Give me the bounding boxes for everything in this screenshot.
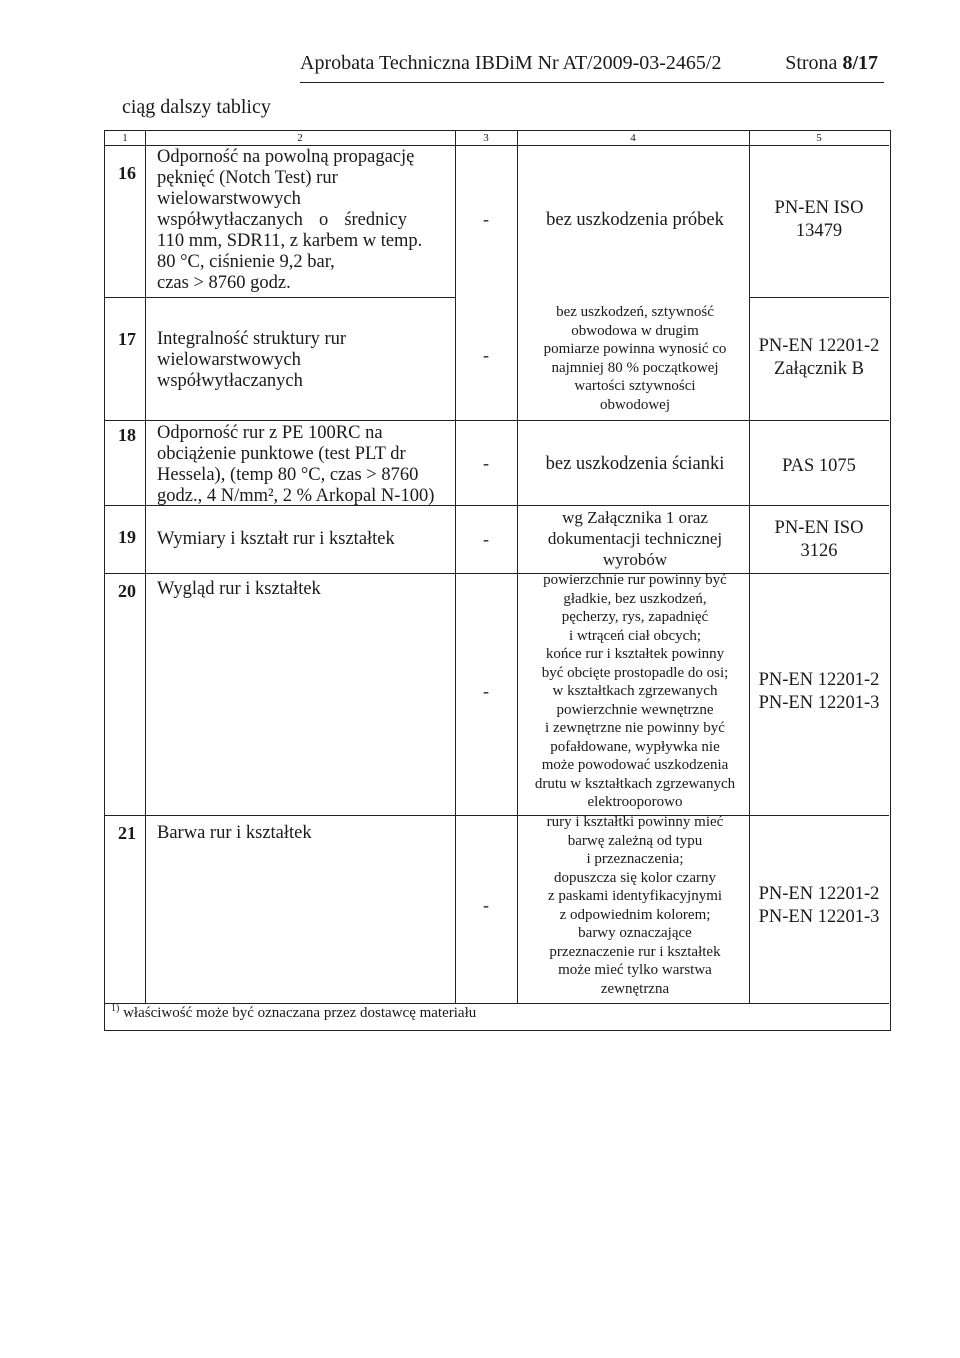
footnote-mark: 1) xyxy=(111,1003,120,1014)
requirement-value xyxy=(521,209,749,231)
description-line: Odporność na powolną propagację xyxy=(157,147,415,167)
requirement-line: z paskami identyfikacyjnymi xyxy=(547,888,723,904)
requirement-line: powierzchnie wewnętrzne xyxy=(556,701,714,718)
requirement-value xyxy=(521,507,749,570)
row-divider xyxy=(749,297,889,298)
requirement-line: zewnętrzna xyxy=(600,980,670,997)
table-footnote xyxy=(111,1003,476,1022)
row-number: 21 xyxy=(118,823,136,843)
test-standard xyxy=(750,197,888,243)
document-title: Aprobata Techniczna IBDiM Nr AT/2009-03-2465/2 xyxy=(300,52,722,74)
class-value: - xyxy=(483,345,489,365)
class-value: - xyxy=(483,453,489,473)
description-line: wielowarstwowych xyxy=(157,350,301,370)
page-label: Strona xyxy=(785,52,838,74)
description-line: współwytłaczanych o średnicy xyxy=(157,210,407,230)
description-line: Barwa rur i kształtek xyxy=(157,823,312,843)
column-number: 3 xyxy=(483,132,489,144)
requirement-line: końce rur i kształtek powinny xyxy=(545,646,725,662)
description-line: pęknięć (Notch Test) rur xyxy=(157,168,338,188)
requirement-line: i wtrąceń ciał obcych; xyxy=(568,627,702,644)
class-value: - xyxy=(483,895,489,915)
description-line: godz., 4 N/mm², 2 % Arkopal N-100) xyxy=(157,486,435,506)
requirements-table xyxy=(104,130,891,1031)
row-number: 17 xyxy=(118,329,136,349)
requirement-line: wartości sztywności xyxy=(574,378,696,394)
requirement-line: pofałdowane, wypływka nie xyxy=(550,738,720,755)
standard-line: PAS 1075 xyxy=(782,456,856,476)
class-value: - xyxy=(483,681,489,701)
row-divider xyxy=(105,420,889,421)
requirement-line: drutu w kształtkach zgrzewanych xyxy=(534,775,736,792)
requirement-line: rury i kształtki powinny mieć xyxy=(546,814,724,830)
row-divider xyxy=(105,573,889,574)
description-line: Wymiary i kształt rur i kształtek xyxy=(157,529,395,549)
description-line: współwytłaczanych xyxy=(157,371,303,391)
row-divider xyxy=(105,297,455,298)
requirement-line: najmniej 80 % początkowej xyxy=(551,359,719,376)
requirement-line: i przeznaczenia; xyxy=(586,851,684,867)
standard-line: PN-EN ISO xyxy=(774,198,864,218)
description-line: wielowarstwowych xyxy=(157,189,301,209)
description-line: Odporność rur z PE 100RC na xyxy=(157,423,383,443)
requirement-line: wyrobów xyxy=(602,550,668,569)
column-number: 1 xyxy=(122,132,128,144)
row-number: 20 xyxy=(118,581,136,601)
requirement-line: w kształtkach zgrzewanych xyxy=(552,683,718,699)
test-standard xyxy=(750,455,888,478)
requirement-line: bez uszkodzeń, sztywność xyxy=(556,304,714,320)
description-line: Integralność struktury rur xyxy=(157,329,347,349)
requirement-line: obwodowej xyxy=(600,396,670,413)
test-standard xyxy=(750,669,888,715)
test-standard xyxy=(750,883,888,929)
requirement-description xyxy=(157,423,457,507)
requirement-line: gładkie, bez uszkodzeń, xyxy=(563,590,707,607)
class-value: - xyxy=(483,529,489,549)
description-line: Wygląd rur i kształtek xyxy=(157,579,321,599)
description-line: 80 °C, ciśnienie 9,2 bar, xyxy=(157,252,335,272)
requirement-value xyxy=(521,571,749,812)
requirement-line: powierzchnie rur powinny być xyxy=(543,572,727,588)
requirement-value xyxy=(521,813,749,998)
row-number: 16 xyxy=(118,163,136,183)
requirement-description xyxy=(157,529,457,550)
requirement-line: może powodować uszkodzenia xyxy=(541,757,729,773)
requirement-line: dopuszcza się kolor czarny xyxy=(553,869,716,886)
test-standard xyxy=(750,517,888,563)
column-divider xyxy=(749,131,750,1003)
standard-line: PN-EN 12201-3 xyxy=(758,693,880,713)
column-divider xyxy=(517,131,518,1003)
requirement-line: obwodowa w drugim xyxy=(571,322,699,339)
requirement-line: dokumentacji technicznej xyxy=(547,529,723,548)
column-number: 2 xyxy=(297,132,303,144)
requirement-line: bez uszkodzenia ścianki xyxy=(545,454,725,474)
requirement-description xyxy=(157,579,457,600)
table-continuation-label: ciąg dalszy tablicy xyxy=(122,96,271,118)
row-number: 19 xyxy=(118,527,136,547)
requirement-line: z odpowiednim kolorem; xyxy=(559,906,711,923)
requirement-description xyxy=(157,329,457,392)
test-standard xyxy=(750,335,888,381)
column-divider xyxy=(145,131,146,1003)
row-divider xyxy=(105,145,889,146)
requirement-line: pomiarze powinna wynosić co xyxy=(543,341,727,357)
requirement-description xyxy=(157,147,457,294)
standard-line: Załącznik B xyxy=(774,359,864,379)
requirement-line: barwę zależną od typu xyxy=(567,832,703,849)
description-line: czas > 8760 godz. xyxy=(157,273,291,293)
standard-line: PN-EN 12201-2 xyxy=(758,336,880,356)
requirement-line: elektrooporowo xyxy=(587,794,683,810)
description-line: obciążenie punktowe (test PLT dr xyxy=(157,444,406,464)
footnote-text: właściwość może być oznaczana przez dostawcę materiału xyxy=(119,1005,477,1021)
standard-line: PN-EN 12201-3 xyxy=(758,907,880,927)
requirement-line: pęcherzy, rys, zapadnięć xyxy=(561,609,709,625)
page-header xyxy=(300,52,884,83)
standard-line: 13479 xyxy=(795,221,843,241)
column-number: 5 xyxy=(816,132,822,144)
requirement-value xyxy=(521,453,749,475)
description-line: Hessela), (temp 80 °C, czas > 8760 xyxy=(157,465,419,485)
requirement-line: barwy oznaczające xyxy=(578,925,692,941)
requirement-description xyxy=(157,823,457,844)
requirement-line: być obcięte prostopadle do osi; xyxy=(541,664,729,681)
class-value: - xyxy=(483,209,489,229)
requirement-value xyxy=(521,303,749,414)
requirement-line: może mieć tylko warstwa xyxy=(558,962,712,978)
row-number: 18 xyxy=(118,425,136,445)
requirement-line: bez uszkodzenia próbek xyxy=(546,210,724,230)
requirement-line: przeznaczenie rur i kształtek xyxy=(549,943,721,960)
description-line: 110 mm, SDR11, z karbem w temp. xyxy=(157,231,423,251)
requirement-line: i zewnętrzne nie powinny być xyxy=(545,720,725,736)
standard-line: PN-EN 12201-2 xyxy=(758,670,880,690)
standard-line: 3126 xyxy=(800,541,838,561)
page-number: 8/17 xyxy=(842,52,878,74)
page-indicator xyxy=(785,52,878,75)
row-divider xyxy=(105,815,889,816)
standard-line: PN-EN 12201-2 xyxy=(758,884,880,904)
requirement-line: wg Załącznika 1 oraz xyxy=(562,508,708,527)
standard-line: PN-EN ISO xyxy=(774,518,864,538)
column-number: 4 xyxy=(630,132,636,144)
